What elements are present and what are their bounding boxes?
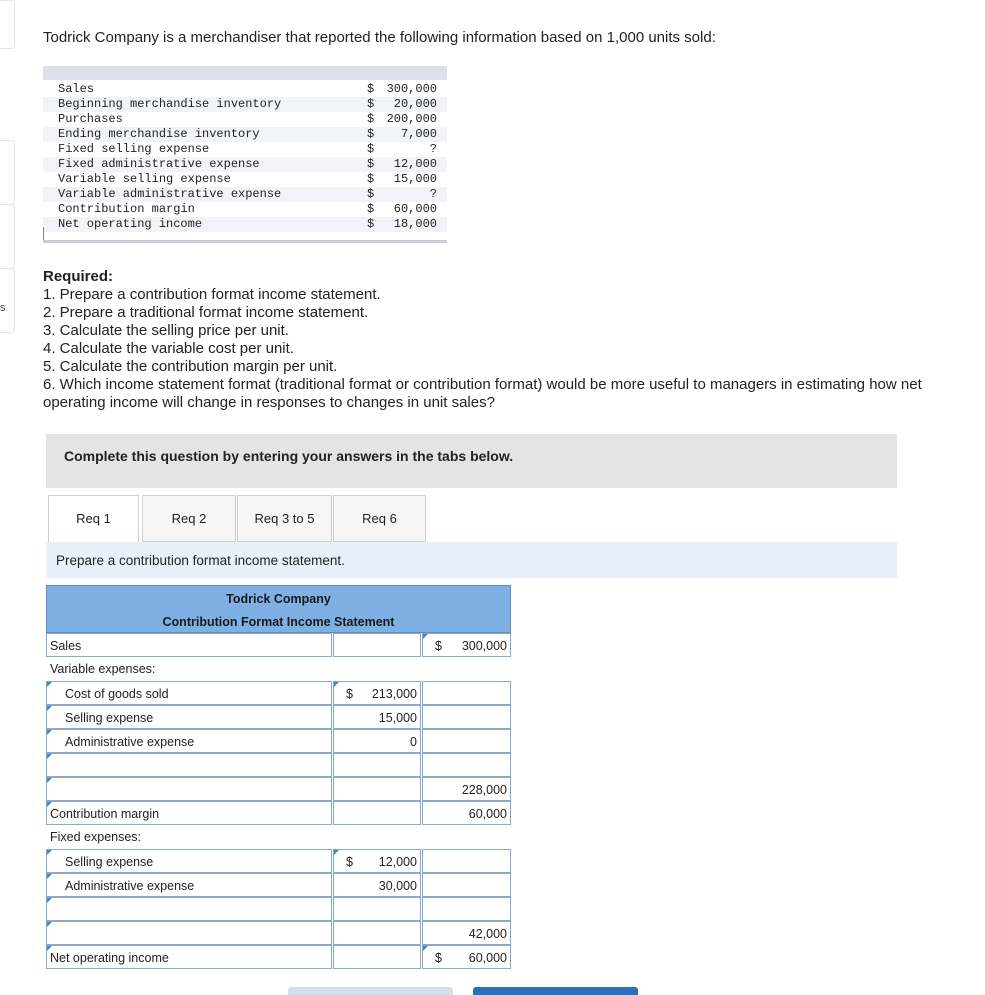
statement-company: Todrick Company (46, 585, 511, 609)
table-row: Variable administrative expense $ ? (43, 187, 447, 202)
table-row: Beginning merchandise inventory $ 20,000 (43, 97, 447, 112)
sales-mid-field[interactable] (333, 633, 421, 657)
table-row: Ending merchandise inventory $ 7,000 (43, 127, 447, 142)
table-row: Sales $ 300,000 (58, 82, 437, 96)
table-row: Fixed selling expense $ ? (58, 142, 437, 156)
noi-total-field[interactable]: $ 60,000 (422, 945, 511, 969)
blank-label-field[interactable] (46, 921, 332, 945)
cm-mid-field[interactable] (333, 801, 421, 825)
blank-mid-field[interactable] (333, 753, 421, 777)
var-total-field[interactable]: 228,000 (422, 777, 511, 801)
fix-admin-label-field[interactable]: Administrative expense (46, 873, 332, 897)
blank-label-field[interactable] (46, 777, 332, 801)
edge-letter: s (0, 302, 6, 314)
next-tab-button[interactable] (473, 987, 638, 995)
blank-label-field[interactable] (46, 897, 332, 921)
required-item: 4. Calculate the variable cost per unit. (43, 340, 294, 357)
var-cogs-label-field[interactable]: Cost of goods sold (46, 681, 332, 705)
var-selling-field[interactable]: 15,000 (333, 705, 421, 729)
required-item: 1. Prepare a contribution format income statement. (43, 286, 381, 303)
var-selling-label-field[interactable]: Selling expense (46, 705, 332, 729)
blank-mid-field[interactable] (333, 897, 421, 921)
requirements (43, 268, 978, 412)
required-item: 5. Calculate the contribution margin per unit. (43, 358, 338, 375)
fix-admin-field[interactable]: 30,000 (333, 873, 421, 897)
var-cogs-field[interactable]: $ 213,000 (333, 681, 421, 705)
blank-mid-field[interactable] (333, 921, 421, 945)
instructions-banner (46, 434, 897, 488)
fix-total-field[interactable]: 42,000 (422, 921, 511, 945)
instructions-text: Complete this question by entering your answers in the tabs below. (64, 448, 514, 464)
blank-label-field[interactable] (46, 753, 332, 777)
cm-label-field[interactable]: Contribution margin (46, 801, 332, 825)
blank-mid-field[interactable] (333, 777, 421, 801)
var-admin-total-field[interactable] (422, 729, 511, 753)
table-row: Net operating income $ 18,000 (43, 217, 447, 232)
fixed-expenses-heading: Fixed expenses: (50, 830, 142, 844)
fix-admin-total-field[interactable] (422, 873, 511, 897)
noi-mid-field[interactable] (333, 945, 421, 969)
tab-req-6[interactable]: Req 6 (333, 495, 426, 542)
cm-total-field[interactable]: 60,000 (422, 801, 511, 825)
var-cogs-total-field[interactable] (422, 681, 511, 705)
instruction-text: Prepare a contribution format income statement. (56, 553, 345, 568)
table-bottom-border (43, 240, 447, 243)
tab-req-2[interactable]: Req 2 (142, 495, 236, 542)
previous-tab-button[interactable] (288, 987, 453, 995)
fix-selling-label-field[interactable]: Selling expense (46, 849, 332, 873)
blank-total-field[interactable] (422, 753, 511, 777)
table-header-bar (43, 66, 447, 80)
table-row: Fixed administrative expense $ 12,000 (43, 157, 447, 172)
edge-fragment (0, 204, 15, 269)
var-admin-field[interactable]: 0 (333, 729, 421, 753)
tab-instruction (46, 542, 897, 578)
var-selling-total-field[interactable] (422, 705, 511, 729)
table-row: Purchases $ 200,000 (58, 112, 437, 126)
edge-fragment (0, 0, 15, 49)
required-item: 3. Calculate the selling price per unit. (43, 322, 289, 339)
tab-req-1[interactable]: Req 1 (48, 495, 139, 543)
table-row: Contribution margin $ 60,000 (58, 202, 437, 216)
sales-label-field[interactable]: Sales (46, 633, 332, 657)
blank-total-field[interactable] (422, 897, 511, 921)
given-info-table (43, 66, 447, 244)
intro-text: Todrick Company is a merchandiser that reported the following information based on 1,000 units sold: (43, 29, 716, 46)
variable-expenses-heading: Variable expenses: (50, 662, 156, 676)
var-admin-label-field[interactable]: Administrative expense (46, 729, 332, 753)
fix-selling-total-field[interactable] (422, 849, 511, 873)
edge-fragment (0, 140, 15, 205)
fix-selling-field[interactable]: $ 12,000 (333, 849, 421, 873)
edge-fragment (0, 268, 15, 333)
sales-total-field[interactable]: $ 300,000 (422, 633, 511, 657)
required-heading: Required: (43, 268, 114, 285)
required-item: 6. Which income statement format (traditional format or contribution format) would be more useful to managers in estimating how net operating income will change in responses to changes in unit sales? (43, 376, 922, 411)
table-row: Variable selling expense $ 15,000 (58, 172, 437, 186)
required-item: 2. Prepare a traditional format income statement. (43, 304, 369, 321)
tab-req-3-to-5[interactable]: Req 3 to 5 (237, 495, 332, 542)
noi-label-field[interactable]: Net operating income (46, 945, 332, 969)
statement-title: Contribution Format Income Statement (46, 609, 511, 633)
